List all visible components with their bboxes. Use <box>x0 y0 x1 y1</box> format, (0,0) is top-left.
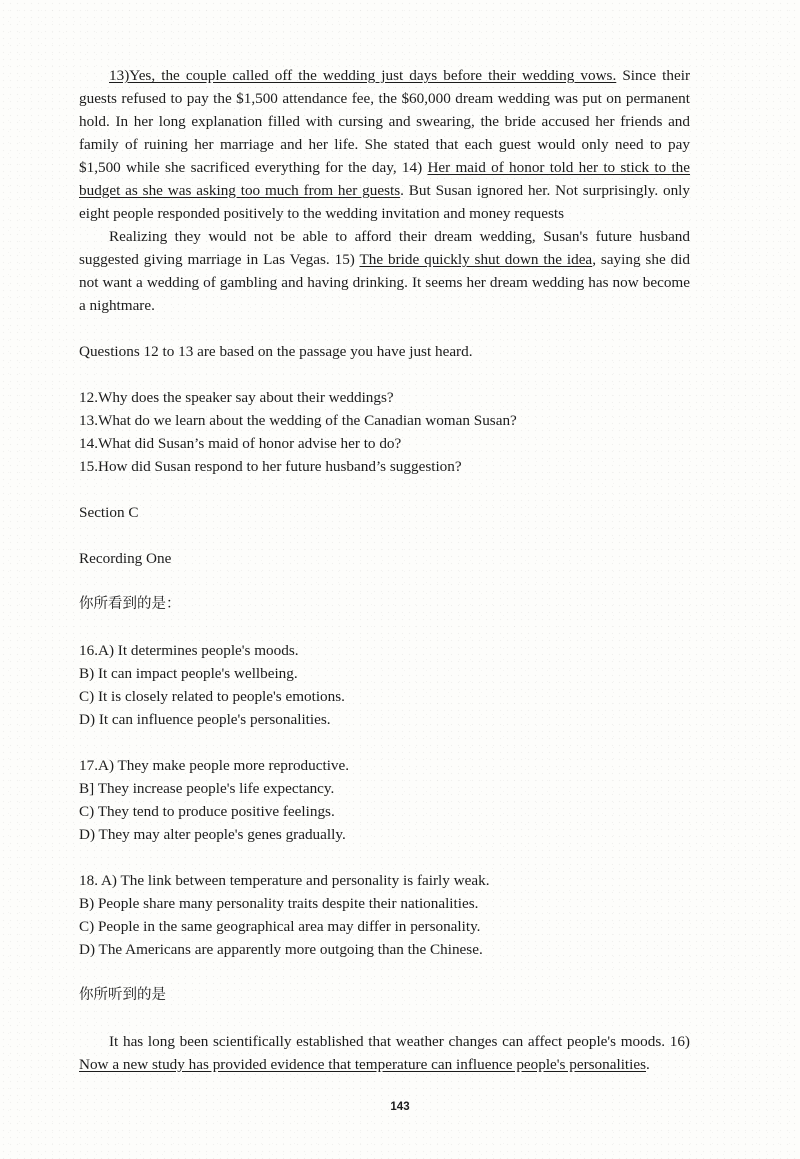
q18-option-a: 18. A) The link between temperature and personality is fairly weak. <box>79 872 490 889</box>
question-13: 13.What do we learn about the wedding of the Canadian woman Susan? <box>79 412 517 429</box>
q17-option-b: B] They increase people's life expectancy. <box>79 780 335 797</box>
question-15: 15.How did Susan respond to her future husband’s suggestion? <box>79 458 462 475</box>
q17-option-d: D) They may alter people's genes gradually. <box>79 826 346 843</box>
q18-option-c: C) People in the same geographical area may differ in personality. <box>79 918 481 935</box>
answer-13-underline: 13)Yes, the couple called off the wedding just days before their wedding vows. <box>109 67 617 84</box>
passage-text: . But Susan ignored her. Not surprisingly. only eight people responded positively to the wedding invitation and money requests <box>79 182 690 222</box>
passage-text: . <box>646 1056 650 1073</box>
passage-text: Since their guests refused to pay the $1,500 attendance fee, the $60,000 dream wedding was put on permanent hold. In her long explanation filled with cursing and swearing, the bride accused her friends and family of ruining her marriage and her life. She stated that each guest would only need to pay $1,500 while she sacrificed everything for the day, 14) <box>79 67 690 176</box>
page-number: 143 <box>390 1101 410 1113</box>
questions-intro: Questions 12 to 13 are based on the passage you have just heard. <box>79 343 473 360</box>
section-heading: Section C <box>79 504 139 521</box>
q16-option-c: C) It is closely related to people's emotions. <box>79 688 345 705</box>
answer-16-underline: Now a new study has provided evidence that temperature can influence people's personalities <box>79 1056 647 1073</box>
question-12: 12.Why does the speaker say about their weddings? <box>79 389 394 406</box>
answer-15-underline: The bride quickly shut down the idea <box>359 251 593 268</box>
passage1-paragraph1 <box>79 64 690 225</box>
question-14: 14.What did Susan’s maid of honor advise her to do? <box>79 435 402 452</box>
recording-heading: Recording One <box>79 550 172 567</box>
passage-text: Realizing they would not be able to afford their dream wedding, Susan's future husband suggested giving marriage in Las Vegas. 15) <box>79 228 690 268</box>
heard-label: 你所听到的是 <box>79 987 166 1003</box>
answer-14-underline: Her maid of honor told her to stick to the budget as she was asking too much from her guests <box>79 159 691 199</box>
seen-label: 你所看到的是： <box>79 596 181 612</box>
q17-option-c: C) They tend to produce positive feelings. <box>79 803 335 820</box>
passage-text: It has long been scientifically established that weather changes can affect people's moods. 16) <box>109 1033 690 1050</box>
page-content <box>79 64 690 1076</box>
q18-option-b: B) People share many personality traits despite their nationalities. <box>79 895 479 912</box>
q16-option-d: D) It can influence people's personalities. <box>79 711 331 728</box>
q17-option-a: 17.A) They make people more reproductive. <box>79 757 350 774</box>
passage-text: , saying she did not want a wedding of gambling and having drinking. It seems her dream wedding has now become a nightmare. <box>79 251 690 314</box>
q16-option-b: B) It can impact people's wellbeing. <box>79 665 298 682</box>
passage1-paragraph2 <box>79 225 690 317</box>
q16-option-a: 16.A) It determines people's moods. <box>79 642 299 659</box>
passage2-paragraph <box>79 1030 690 1076</box>
q18-option-d: D) The Americans are apparently more outgoing than the Chinese. <box>79 941 483 958</box>
